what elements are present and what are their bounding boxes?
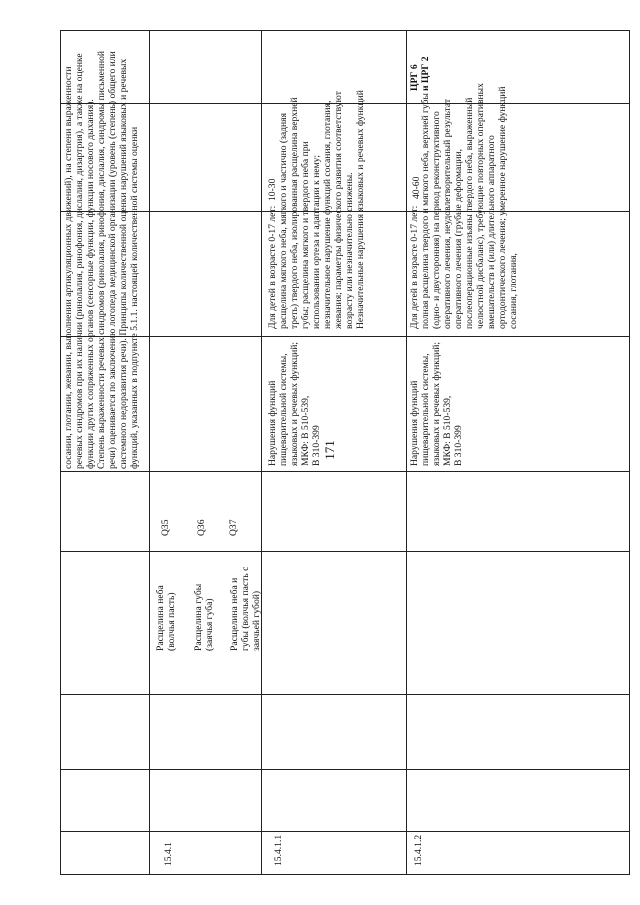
condition-description: Для детей в возрасте 0-17 лет: полная расщелина твердого и мягкого неба, верхней губы (одно- и двусторонняя) на период реконструктивного оперативного лечения, неудовлетворительный результат оперативного лечения (грубые деформации, послеоперационные изъяны твердого неба, выраженный челюстной дисбаланс), требующие повторных оперативных вмешательств и (или) длительного аппаратного ортодонтического лечения; умеренное нарушение функций сосания, глотания, [409, 83, 519, 329]
row-code-15-4-1-2: 15.4.1.2 [413, 834, 424, 866]
intro-text: сосании, глотании, жевании, выполнении артикуляционных движений), на степени выраженности речевых синдромов при их наличии (ринолалия, ринофония, дислалия, дизартрия), а также на оценке функции других сопряженных органов (сенсорные функции, функции носового дыхания). Степень выраженности речевых синдромов (ринолалия, ринофония, дислалия, синдромы письменной речи) оценивается по заключению логопеда медицинской организации (уровень (степень) общего или системного недоразвития речи). Принципы количественной оценки нарушений языковых и речевых функций, указанных в подпункте 5.1.1. настоящей количественной системы оценки [63, 50, 140, 469]
row-divider [406, 31, 407, 874]
diagnosis-cleft-palate-lip: Расщелина неба и губы (волчья пасть с заячьей губой) [229, 564, 262, 651]
row-divider [61, 694, 629, 695]
icd-q37: Q37 [228, 519, 239, 536]
percent-range: 10-30 [267, 178, 278, 201]
condition-description: Для детей в возрасте 0-17 лет: расщелина мягкого неба, мягкого и частично (задняя треть) твердого неба, изолированная расщелина верхней губы; расщелина мягкого и твердого неба при использовании ортеза и адаптации к нему; незначительное нарушение функций сосания, глотания, жевания; параметры физического развития соответствуют возрасту или незначительно снижены. Незначительные нарушения языковых и речевых функций [267, 90, 366, 329]
row-code-15-4-1-1: 15.4.1.1 [273, 834, 284, 866]
row-divider [149, 31, 150, 874]
group-note: ЦРГ 6 и ЦРГ 2 [409, 56, 431, 91]
row-divider [61, 551, 629, 552]
row-divider [61, 769, 629, 770]
diagnosis-cleft-lip: Расщелина губы (заячья губа) [193, 581, 215, 651]
function-impairment: Нарушения функций пищеварительной системы, языковых и речевых функций; МКФ: B 510-539, B 310-399 [409, 341, 464, 466]
criteria-table [60, 30, 630, 875]
row-divider [261, 31, 262, 874]
icd-q36: Q36 [196, 519, 207, 536]
row-code-15-4-1: 15.4.1 [163, 842, 174, 866]
page-number: 171 [322, 440, 337, 460]
function-impairment: Нарушения функций пищеварительной системы, языковых и речевых функций; МКФ: B 510-539, B 310-399 [267, 341, 322, 466]
row-divider [61, 831, 629, 832]
row-divider [61, 471, 629, 472]
diagnosis-cleft-palate: Расщелина неба (волчья пасть) [155, 582, 177, 651]
icd-q35: Q35 [160, 519, 171, 536]
percent-range: 40-60 [411, 176, 422, 199]
